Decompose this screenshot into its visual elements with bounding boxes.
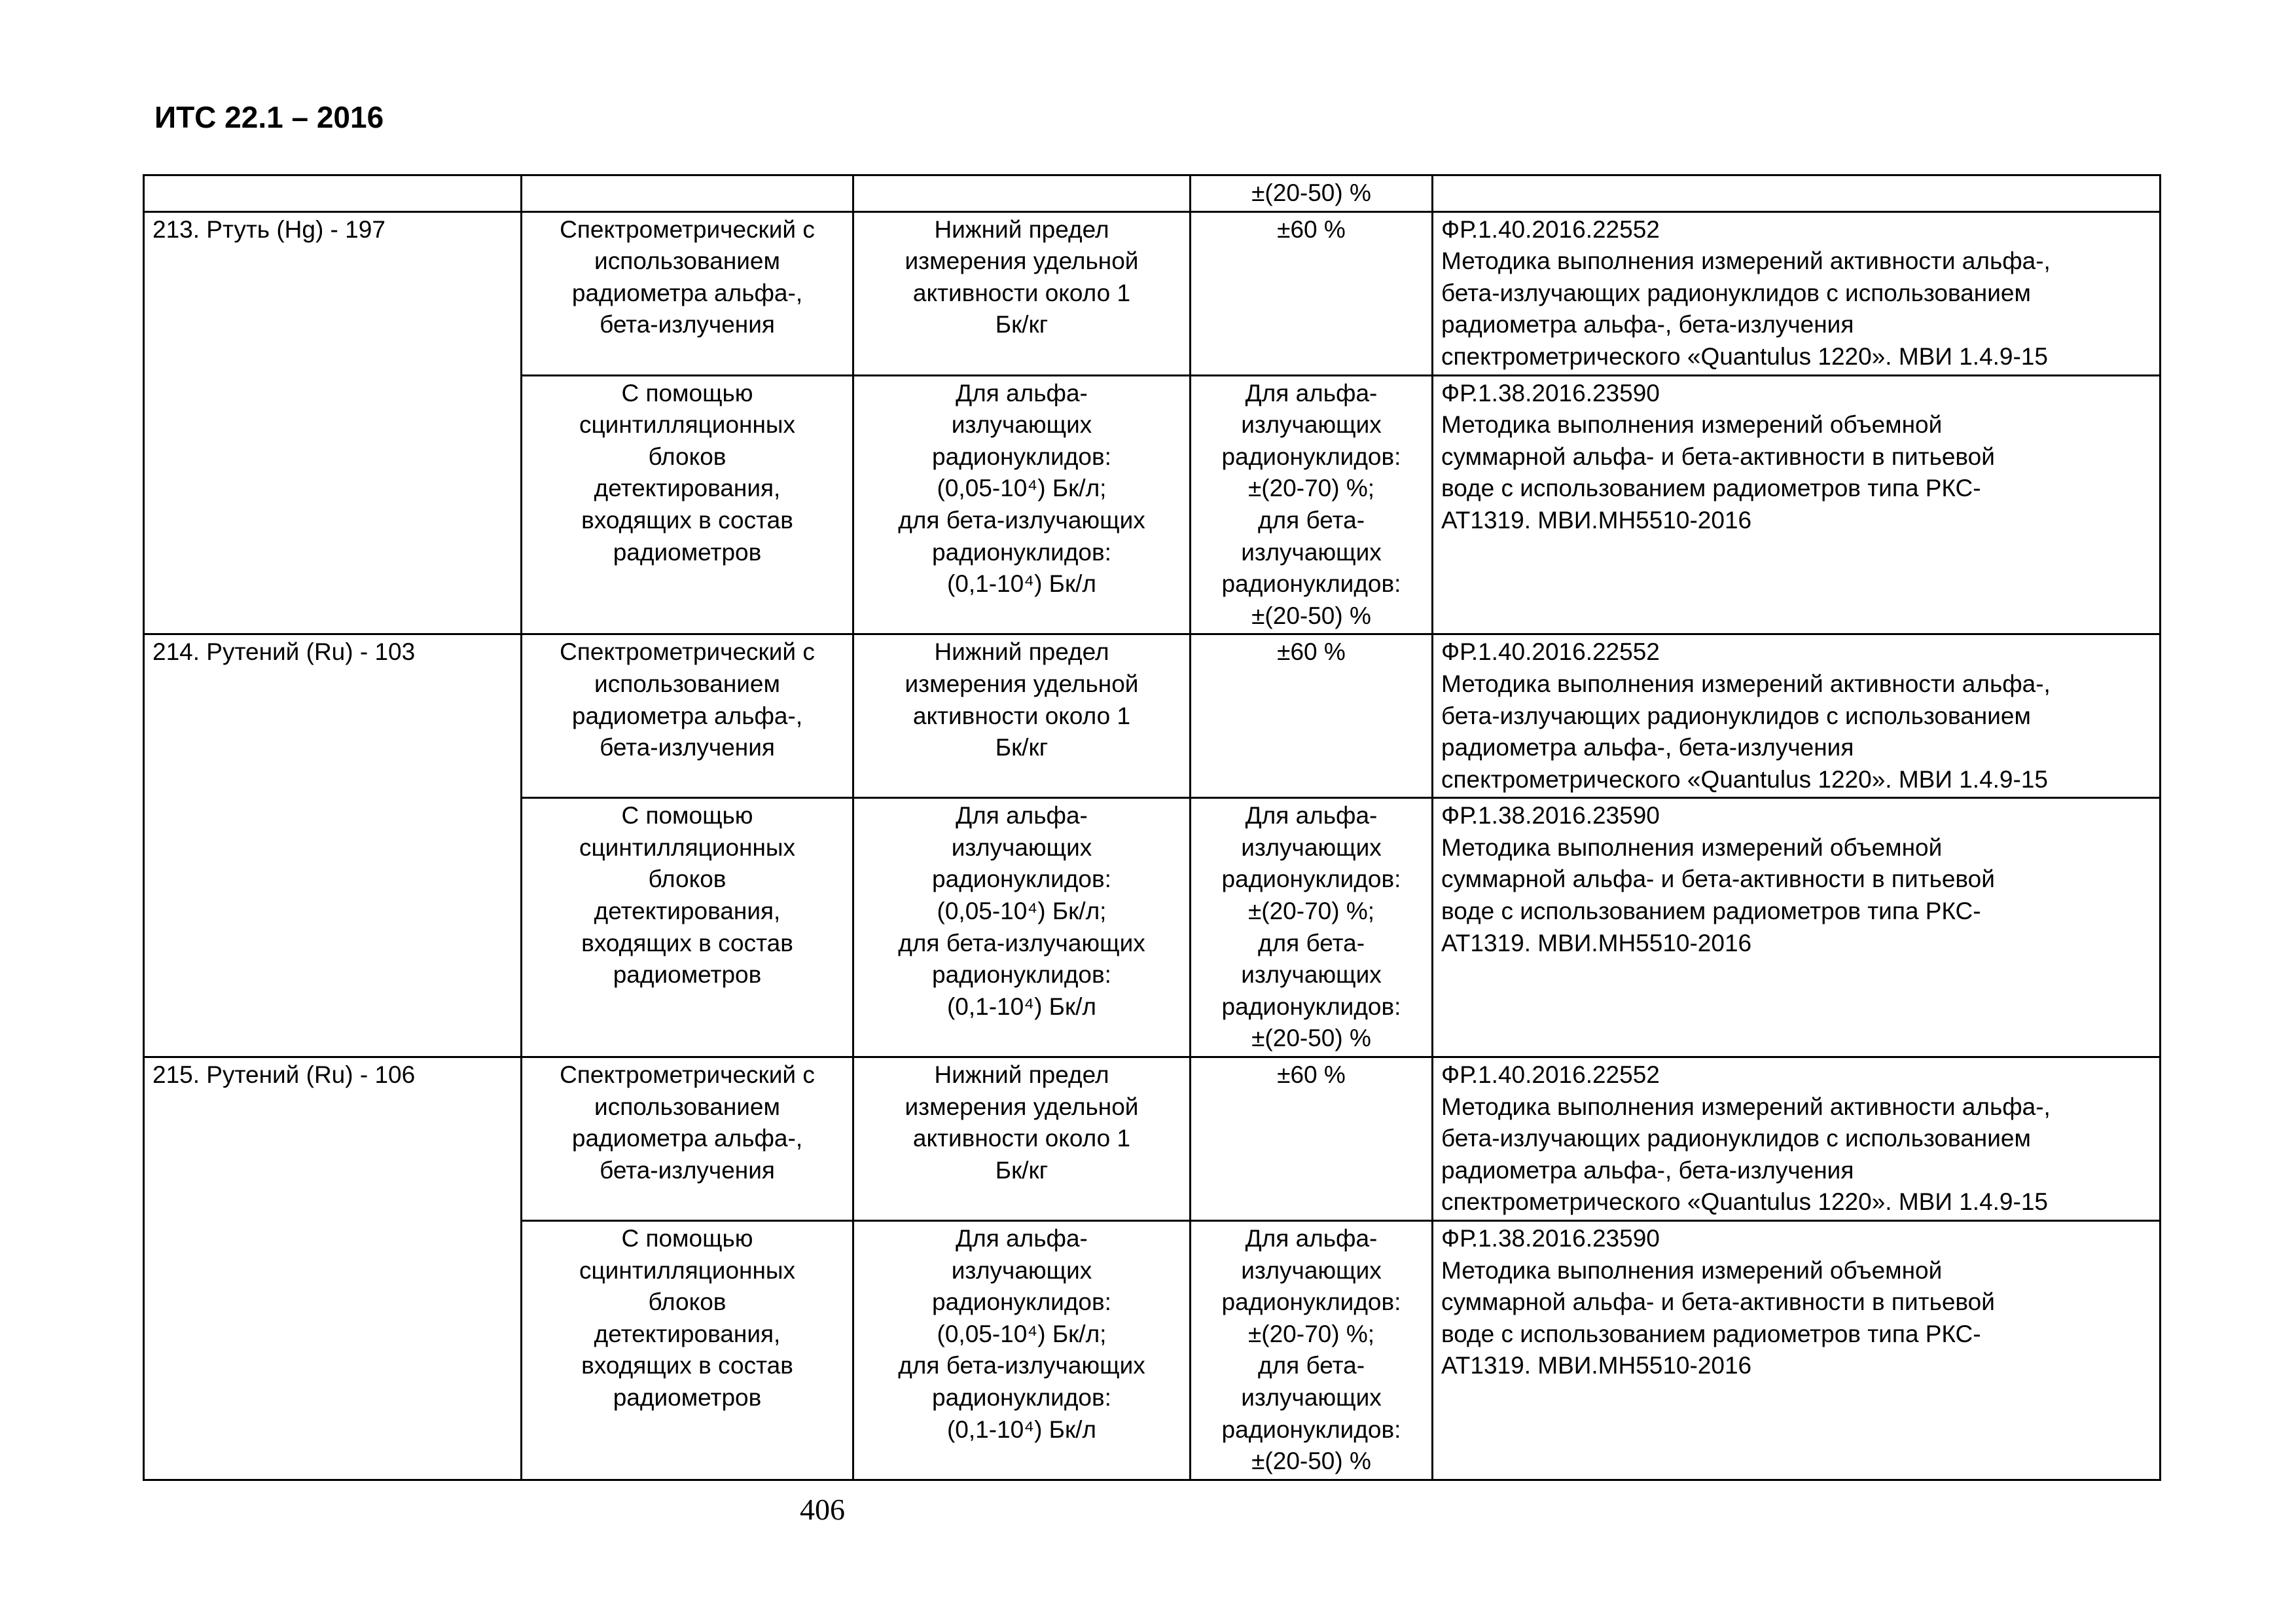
range-cell bbox=[853, 175, 1191, 212]
method-cell bbox=[522, 175, 853, 212]
document-cell-line: воде с использованием радиометров типа РКС- bbox=[1441, 1320, 1981, 1347]
method-cell-line: использованием bbox=[594, 670, 780, 697]
document-cell-line: АТ1319. МВИ.МН5510-2016 bbox=[1441, 929, 1752, 957]
error-cell bbox=[1191, 1057, 1433, 1221]
method-cell-line: сцинтилляционных bbox=[579, 411, 796, 439]
error-cell-line: излучающих bbox=[1241, 833, 1382, 861]
range-cell-line: (0,05-10⁴) Бк/л; bbox=[937, 475, 1107, 502]
method-cell-line: Спектрометрический с bbox=[560, 638, 815, 666]
range-cell bbox=[853, 1057, 1191, 1221]
method-cell-line: радиометров bbox=[613, 1383, 762, 1411]
method-cell-line: детектирования, bbox=[594, 1320, 781, 1347]
method-cell-line: радиометров bbox=[613, 961, 762, 989]
document-cell-line: Методика выполнения измерений активности альфа-, bbox=[1441, 1093, 2051, 1120]
method-cell-line: детектирования, bbox=[594, 898, 781, 925]
range-cell-line: активности около 1 bbox=[912, 279, 1131, 306]
document-cell-line: бета-излучающих радионуклидов с использованием bbox=[1441, 702, 2031, 729]
document-cell-line: Методика выполнения измерений объемной bbox=[1441, 833, 1943, 861]
range-cell-line: радионуклидов: bbox=[932, 443, 1111, 470]
error-cell bbox=[1191, 375, 1433, 634]
error-cell-line: для бета- bbox=[1257, 1352, 1365, 1379]
range-cell bbox=[853, 634, 1191, 798]
method-cell-line: детектирования, bbox=[594, 475, 781, 502]
method-cell-line: сцинтилляционных bbox=[579, 1256, 796, 1284]
range-cell-line: радионуклидов: bbox=[932, 538, 1111, 566]
element-name-cell: 213. Ртуть (Hg) - 197 bbox=[144, 211, 522, 634]
document-cell-line: ФР.1.40.2016.22552 bbox=[1441, 638, 1660, 666]
error-cell bbox=[1191, 634, 1433, 798]
document-cell-line: радиометра альфа-, бета-излучения bbox=[1441, 734, 1854, 761]
method-cell-line: С помощью bbox=[621, 802, 753, 830]
range-cell-line: Бк/кг bbox=[995, 734, 1049, 761]
error-cell-line: радионуклидов: bbox=[1221, 1288, 1401, 1316]
document-cell-line: АТ1319. МВИ.МН5510-2016 bbox=[1441, 506, 1752, 534]
method-cell bbox=[522, 211, 853, 375]
table-row-continuation bbox=[144, 175, 2161, 212]
error-cell-line: для бета- bbox=[1257, 929, 1365, 957]
document-cell bbox=[1433, 1221, 2161, 1480]
document-cell-line: ФР.1.38.2016.23590 bbox=[1441, 1225, 1660, 1252]
error-cell-line: ±60 % bbox=[1277, 638, 1346, 666]
range-cell-line: Бк/кг bbox=[995, 1156, 1049, 1184]
range-cell-line: излучающих bbox=[951, 411, 1092, 439]
document-cell-line: воде с использованием радиометров типа РКС- bbox=[1441, 475, 1981, 502]
method-cell bbox=[522, 1221, 853, 1480]
method-cell-line: Спектрометрический с bbox=[560, 1061, 815, 1089]
range-cell-line: для бета-излучающих bbox=[898, 1352, 1145, 1379]
range-cell-line: радионуклидов: bbox=[932, 866, 1111, 893]
range-cell-line: Нижний предел bbox=[934, 638, 1109, 666]
document-cell-line: суммарной альфа- и бета-активности в питьевой bbox=[1441, 443, 1995, 470]
document-cell-line: радиометра альфа-, бета-излучения bbox=[1441, 311, 1854, 338]
method-cell-line: блоков bbox=[648, 1288, 726, 1316]
method-cell-line: С помощью bbox=[621, 1225, 753, 1252]
error-cell-line: ±(20-70) %; bbox=[1247, 1320, 1375, 1347]
error-cell-line: излучающих bbox=[1241, 961, 1382, 989]
range-cell-line: Для альфа- bbox=[956, 802, 1088, 830]
range-cell-line: измерения удельной bbox=[905, 247, 1139, 275]
error-cell-line: ±60 % bbox=[1277, 1061, 1346, 1089]
error-cell-line: радионуклидов: bbox=[1221, 1415, 1401, 1443]
range-cell-line: (0,1-10⁴) Бк/л bbox=[946, 570, 1097, 598]
range-cell-line: измерения удельной bbox=[905, 670, 1139, 697]
error-cell-line: радионуклидов: bbox=[1221, 570, 1401, 598]
range-cell bbox=[853, 1221, 1191, 1480]
page-number: 406 bbox=[800, 1493, 845, 1526]
document-cell-line: спектрометрического «Quantulus 1220». МВИ 1.4.9-15 bbox=[1441, 765, 2048, 793]
range-cell-line: (0,1-10⁴) Бк/л bbox=[946, 1415, 1097, 1443]
error-cell-line: излучающих bbox=[1241, 1256, 1382, 1284]
document-cell-line: Методика выполнения измерений активности альфа-, bbox=[1441, 247, 2051, 275]
table-row bbox=[144, 1057, 2161, 1221]
error-cell-line: ±(20-50) % bbox=[1251, 602, 1371, 629]
document-cell-line: Методика выполнения измерений объемной bbox=[1441, 1256, 1943, 1284]
range-cell bbox=[853, 798, 1191, 1057]
error-cell bbox=[1191, 175, 1433, 212]
document-cell-line: ФР.1.40.2016.22552 bbox=[1441, 1061, 1660, 1089]
method-cell-line: использованием bbox=[594, 1093, 780, 1120]
document-cell-line: суммарной альфа- и бета-активности в питьевой bbox=[1441, 866, 1995, 893]
document-cell-line: ФР.1.38.2016.23590 bbox=[1441, 802, 1660, 830]
method-cell-line: С помощью bbox=[621, 379, 753, 407]
range-cell-line: излучающих bbox=[951, 833, 1092, 861]
method-cell bbox=[522, 1057, 853, 1221]
document-cell-line: спектрометрического «Quantulus 1220». МВИ 1.4.9-15 bbox=[1441, 1188, 2048, 1216]
error-cell bbox=[1191, 1221, 1433, 1480]
table-row bbox=[144, 211, 2161, 375]
error-cell-line: радионуклидов: bbox=[1221, 993, 1401, 1020]
range-cell-line: (0,1-10⁴) Бк/л bbox=[946, 993, 1097, 1020]
error-cell-line: ±(20-50) % bbox=[1251, 1448, 1371, 1475]
document-cell bbox=[1433, 375, 2161, 634]
method-cell-line: использованием bbox=[594, 247, 780, 275]
document-cell bbox=[1433, 175, 2161, 212]
method-cell-line: радиометра альфа-, bbox=[571, 279, 803, 306]
error-cell-line: Для альфа- bbox=[1245, 802, 1378, 830]
document-cell-line: бета-излучающих радионуклидов с использованием bbox=[1441, 279, 2031, 306]
error-cell-line: ±(20-50) % bbox=[1251, 1025, 1371, 1052]
error-cell-line: излучающих bbox=[1241, 411, 1382, 439]
document-cell-line: Методика выполнения измерений объемной bbox=[1441, 411, 1943, 439]
method-cell bbox=[522, 798, 853, 1057]
range-cell bbox=[853, 375, 1191, 634]
error-cell-line: для бета- bbox=[1257, 506, 1365, 534]
range-cell-line: Нижний предел bbox=[934, 1061, 1109, 1089]
document-cell-line: ФР.1.38.2016.23590 bbox=[1441, 379, 1660, 407]
method-cell-line: сцинтилляционных bbox=[579, 833, 796, 861]
document-cell-line: АТ1319. МВИ.МН5510-2016 bbox=[1441, 1352, 1752, 1379]
range-cell-line: Нижний предел bbox=[934, 215, 1109, 243]
document-cell bbox=[1433, 1057, 2161, 1221]
error-cell-line: Для альфа- bbox=[1245, 1225, 1378, 1252]
document-cell-line: спектрометрического «Quantulus 1220». МВИ 1.4.9-15 bbox=[1441, 342, 2048, 370]
methods-table bbox=[143, 174, 2161, 1481]
method-cell-line: блоков bbox=[648, 443, 726, 470]
error-cell bbox=[1191, 211, 1433, 375]
document-cell-line: бета-излучающих радионуклидов с использованием bbox=[1441, 1125, 2031, 1152]
method-cell-line: входящих в состав bbox=[581, 929, 793, 957]
error-cell-line: излучающих bbox=[1241, 538, 1382, 566]
document-cell-line: радиометра альфа-, бета-излучения bbox=[1441, 1156, 1854, 1184]
method-cell-line: бета-излучения bbox=[600, 311, 775, 338]
element-name-cell: 215. Рутений (Ru) - 106 bbox=[144, 1057, 522, 1480]
method-cell-line: бета-излучения bbox=[600, 734, 775, 761]
method-cell-line: радиометра альфа-, bbox=[571, 1125, 803, 1152]
method-cell-line: бета-излучения bbox=[600, 1156, 775, 1184]
error-cell-line: Для альфа- bbox=[1245, 379, 1378, 407]
table-row bbox=[144, 634, 2161, 798]
error-cell-line: ±(20-70) %; bbox=[1247, 475, 1375, 502]
error-cell-line: радионуклидов: bbox=[1221, 866, 1401, 893]
document-cell bbox=[1433, 798, 2161, 1057]
range-cell-line: Бк/кг bbox=[995, 311, 1049, 338]
range-cell-line: Для альфа- bbox=[956, 379, 1088, 407]
range-cell-line: излучающих bbox=[951, 1256, 1092, 1284]
range-cell-line: радионуклидов: bbox=[932, 1288, 1111, 1316]
range-cell-line: радионуклидов: bbox=[932, 1383, 1111, 1411]
document-cell bbox=[1433, 634, 2161, 798]
range-cell-line: активности около 1 bbox=[912, 702, 1131, 729]
document-cell-line: Методика выполнения измерений активности альфа-, bbox=[1441, 670, 2051, 697]
method-cell bbox=[522, 375, 853, 634]
error-cell-line: ±60 % bbox=[1277, 215, 1346, 243]
method-cell-line: входящих в состав bbox=[581, 506, 793, 534]
range-cell-line: для бета-излучающих bbox=[898, 929, 1145, 957]
element-name-cell: 214. Рутений (Ru) - 103 bbox=[144, 634, 522, 1057]
range-cell bbox=[853, 211, 1191, 375]
method-cell-line: входящих в состав bbox=[581, 1352, 793, 1379]
range-cell-line: для бета-излучающих bbox=[898, 506, 1145, 534]
range-cell-line: радионуклидов: bbox=[932, 961, 1111, 989]
method-cell-line: блоков bbox=[648, 866, 726, 893]
method-cell-line: радиометров bbox=[613, 538, 762, 566]
error-cell-line: излучающих bbox=[1241, 1383, 1382, 1411]
document-title: ИТС 22.1 – 2016 bbox=[154, 100, 384, 134]
document-cell-line: ФР.1.40.2016.22552 bbox=[1441, 215, 1660, 243]
element-cell bbox=[144, 175, 522, 212]
error-cell-line: ±(20-50) % bbox=[1251, 179, 1371, 206]
error-cell-line: радионуклидов: bbox=[1221, 443, 1401, 470]
document-cell bbox=[1433, 211, 2161, 375]
document-cell-line: суммарной альфа- и бета-активности в питьевой bbox=[1441, 1288, 1995, 1316]
method-cell-line: Спектрометрический с bbox=[560, 215, 815, 243]
error-cell bbox=[1191, 798, 1433, 1057]
method-cell bbox=[522, 634, 853, 798]
range-cell-line: активности около 1 bbox=[912, 1125, 1131, 1152]
range-cell-line: (0,05-10⁴) Бк/л; bbox=[937, 898, 1107, 925]
document-cell-line: воде с использованием радиометров типа РКС- bbox=[1441, 898, 1981, 925]
error-cell-line: ±(20-70) %; bbox=[1247, 898, 1375, 925]
method-cell-line: радиометра альфа-, bbox=[571, 702, 803, 729]
range-cell-line: Для альфа- bbox=[956, 1225, 1088, 1252]
range-cell-line: (0,05-10⁴) Бк/л; bbox=[937, 1320, 1107, 1347]
range-cell-line: измерения удельной bbox=[905, 1093, 1139, 1120]
